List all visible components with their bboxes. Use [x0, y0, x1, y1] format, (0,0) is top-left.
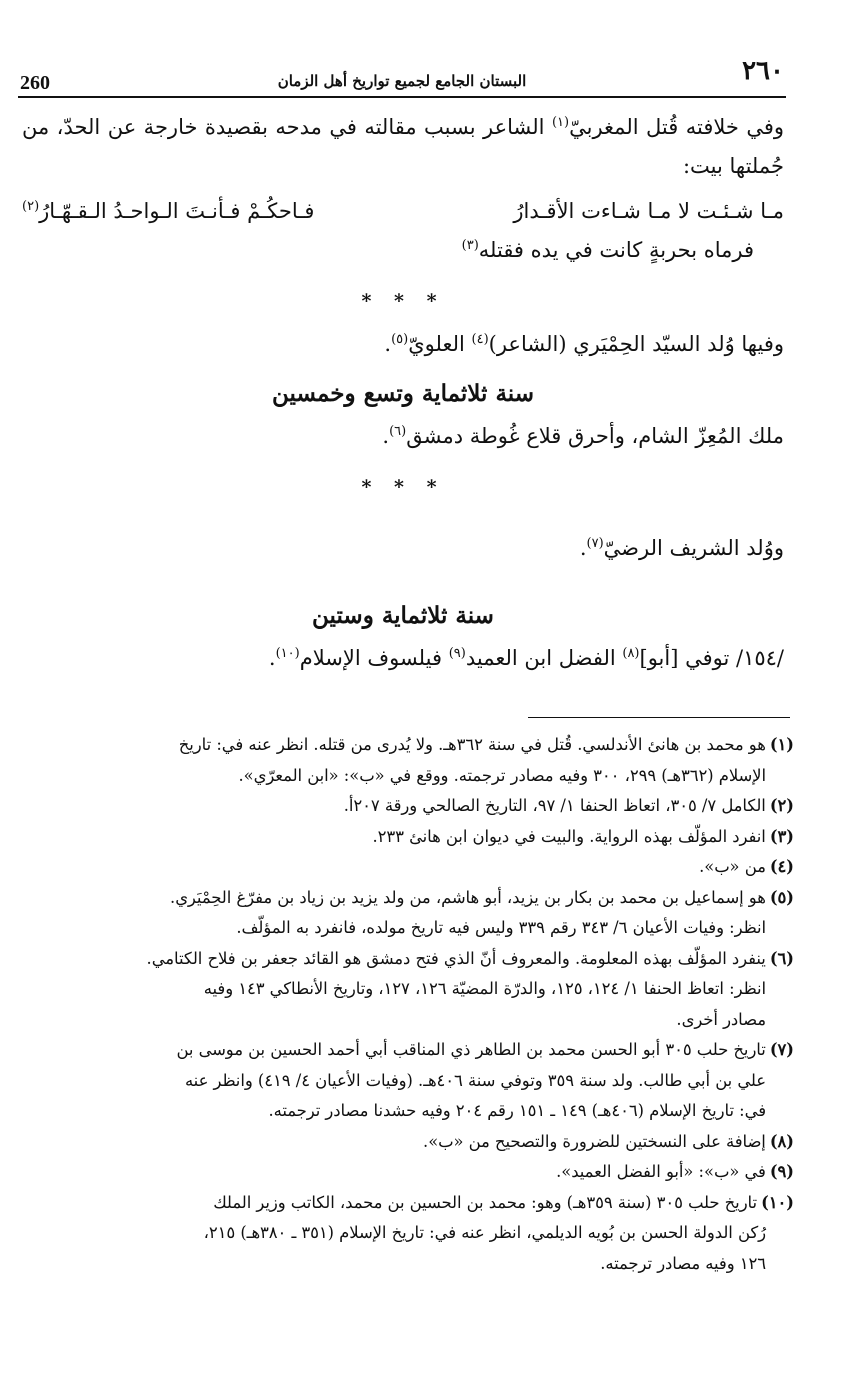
- footnote-text: ١٢٦ وفيه مصادر ترجمته.: [600, 1253, 766, 1273]
- text: العلويّ: [408, 332, 472, 356]
- verse-first-hemistich: مـا شـئـت لا مـا شـاءت الأقـدارُ: [513, 199, 784, 223]
- footnote-divider: [528, 717, 790, 718]
- running-title: البستان الجامع لجميع تواريخ أهل الزمان: [277, 72, 527, 90]
- footnote-line: [18, 1035, 794, 1066]
- footnote-ref: (٣): [461, 238, 479, 253]
- footnote: [18, 944, 794, 1036]
- text: فيلسوف الإسلام: [299, 646, 449, 670]
- footnote-line: [18, 730, 794, 761]
- text: .: [384, 332, 392, 356]
- footnote: [18, 852, 794, 883]
- footnote-line: [18, 1096, 794, 1127]
- text: ووُلد الشريف الرضيّ: [603, 536, 784, 560]
- paragraph-muizz: [22, 417, 784, 456]
- footnotes: [18, 730, 794, 1279]
- footnote-text: مصادر أخرى.: [676, 1009, 766, 1029]
- text: فرماه بحربةٍ كانت في يده فقتله: [478, 238, 754, 262]
- footnote-text: في: تاريخ الإسلام (٤٠٦هـ) ١٤٩ ـ ١٥١ رقم ٢٠٤ وفيه حشدنا مصادر ترجمته.: [268, 1101, 766, 1120]
- text: /١٥٤/ توفي [أبو]: [639, 646, 784, 670]
- footnote-text: من «ب».: [699, 857, 766, 876]
- footnote-ref: (٧): [586, 536, 604, 551]
- paragraph-ibn-amid: [22, 639, 784, 678]
- footnote-text: علي بن أبي طالب. ولد سنة ٣٥٩ وتوفي سنة ٤٠٦هـ. (وفيات الأعيان ٤/ ٤١٩) وانظر عنه: [184, 1070, 766, 1090]
- paragraph-himyari: [22, 325, 784, 364]
- text: .: [268, 646, 276, 670]
- footnote-line: [18, 1157, 794, 1188]
- paragraph-maghribi: [22, 108, 784, 186]
- footnote-ref: (٨): [622, 646, 640, 661]
- footnote-number: (٣): [769, 826, 794, 846]
- footnote: [18, 1157, 794, 1188]
- text: .: [579, 536, 587, 560]
- footnote-line: [18, 822, 794, 853]
- footnote-line: [18, 1005, 794, 1036]
- text: الشاعر بسبب مقالته في مدحه بقصيدة خارجة عن الحدّ، من جُملتها بيت:: [22, 115, 784, 178]
- footnote-text: تاريخ حلب ٣٠٥ أبو الحسن محمد بن الطاهر ذي المناقب أبي أحمد الحسين بن موسى بن: [176, 1040, 766, 1059]
- section-separator: * * *: [361, 290, 445, 312]
- footnote: [18, 883, 794, 944]
- footnote-number: (٢): [769, 796, 794, 815]
- footnote-line: [18, 1218, 794, 1249]
- footnote-line: [18, 883, 794, 914]
- text: فـاحكُـمْ فـأنـتَ الـواحـدُ الـقـهّـارُ: [39, 199, 315, 223]
- footnote: [18, 1188, 794, 1280]
- footnote-number: (٥): [769, 887, 794, 907]
- page-number-arabic: ٢٦٠: [742, 56, 784, 86]
- poem-verse: [22, 192, 784, 231]
- footnote-text: هو محمد بن هانئ الأندلسي. قُتل في سنة ٣٦٢هـ. ولا يُدرى من قتله. انظر عنه في: تاريخ: [178, 735, 766, 754]
- footnote-number: (١٠): [761, 1192, 794, 1212]
- footnote-number: (٨): [769, 1131, 794, 1151]
- footnote-line: [18, 761, 794, 792]
- footnote-line: [18, 852, 794, 883]
- footnote-text: رُكن الدولة الحسن بن بُويه الديلمي، انظر عنه في: تاريخ الإسلام (٣٥١ ـ ٣٨٠هـ) ٢١٥،: [203, 1223, 766, 1242]
- footnote: [18, 791, 794, 822]
- footnote-ref: (٢): [22, 199, 40, 214]
- footnote-text: إضافة على النسختين للضرورة والتصحيح من «ب».: [423, 1131, 766, 1151]
- footnote-line: [18, 1188, 794, 1219]
- page-number-latin: 260: [20, 72, 50, 94]
- footnote-number: (١): [769, 735, 794, 754]
- footnote-line: [18, 1066, 794, 1097]
- footnote-text: الكامل ٧/ ٣٠٥، اتعاظ الحنفا ١/ ٩٧، التاريخ الصالحي ورقة ٢٠٧أ.: [343, 796, 766, 815]
- paragraph-radi: [22, 529, 784, 568]
- section-heading-359: سنة ثلاثماية وتسع وخمسين: [272, 380, 534, 407]
- footnote-text: هو إسماعيل بن محمد بن بكار بن يزيد، أبو هاشم، من ولد يزيد بن زياد بن مفرّغ الحِمْيَري.: [170, 887, 766, 907]
- footnote-line: [18, 944, 794, 975]
- text: وفيها وُلد السيّد الحِمْيَري (الشاعر): [488, 332, 784, 356]
- footnote-ref: (١٠): [275, 646, 300, 661]
- footnote-ref: (٤): [471, 332, 489, 347]
- footnote-number: (٤): [769, 857, 794, 876]
- footnote-line: [18, 791, 794, 822]
- footnote-line: [18, 913, 794, 944]
- footnote-text: انظر: اتعاظ الحنفا ١/ ١٢٤، ١٢٥، والدرّة المضيّة ١٢٦، ١٢٧، وتاريخ الأنطاكي ١٤٣ وفيه: [203, 979, 766, 998]
- footnote-line: [18, 1249, 794, 1280]
- footnote-text: تاريخ حلب ٣٠٥ (سنة ٣٥٩هـ) وهو: محمد بن الحسين بن محمد، الكاتب وزير الملك: [213, 1192, 758, 1212]
- footnote-number: (٩): [769, 1162, 794, 1181]
- footnote-ref: (٩): [448, 646, 466, 661]
- running-header: [18, 52, 786, 98]
- footnote-ref: (٥): [391, 332, 409, 347]
- main-text: [22, 108, 784, 678]
- text: وفي خلافته قُتل المغربيّ: [569, 115, 785, 139]
- footnote-line: [18, 1127, 794, 1158]
- section-heading-360: سنة ثلاثماية وستين: [312, 602, 494, 629]
- footnote-text: ينفرد المؤلّف بهذه المعلومة. والمعروف أنّ الذي فتح دمشق هو القائد جعفر بن فلاح الكتامي.: [146, 948, 766, 968]
- footnote-text: انظر: وفيات الأعيان ٦/ ٣٤٣ رقم ٣٣٩ وليس فيه تاريخ مولده، فانفرد به المؤلّف.: [236, 918, 766, 937]
- footnote: [18, 730, 794, 791]
- text: الفضل ابن العميد: [465, 646, 623, 670]
- text: .: [382, 424, 390, 448]
- section-separator: * * *: [361, 476, 445, 498]
- footnote: [18, 822, 794, 853]
- footnote-ref: (٦): [389, 424, 407, 439]
- footnote-text: في «ب»: «أبو الفضل العميد».: [556, 1162, 766, 1181]
- footnote-text: الإسلام (٣٦٢هـ) ٢٩٩، ٣٠٠ وفيه مصادر ترجمته. ووقع في «ب»: «ابن المعرّي».: [238, 765, 766, 785]
- footnote-text: انفرد المؤلّف بهذه الرواية. والبيت في ديوان ابن هانئ ٢٣٣.: [372, 826, 766, 846]
- footnote: [18, 1035, 794, 1127]
- footnote-number: (٧): [769, 1040, 794, 1059]
- footnote-ref: (١): [551, 115, 570, 130]
- verse-second-hemistich: [22, 192, 314, 231]
- paragraph-killing: [22, 231, 784, 270]
- text: ملك المُعِزّ الشام، وأحرق قلاع غُوطة دمشق: [406, 424, 784, 448]
- footnote: [18, 1127, 794, 1158]
- footnote-line: [18, 974, 794, 1005]
- footnote-number: (٦): [769, 948, 794, 968]
